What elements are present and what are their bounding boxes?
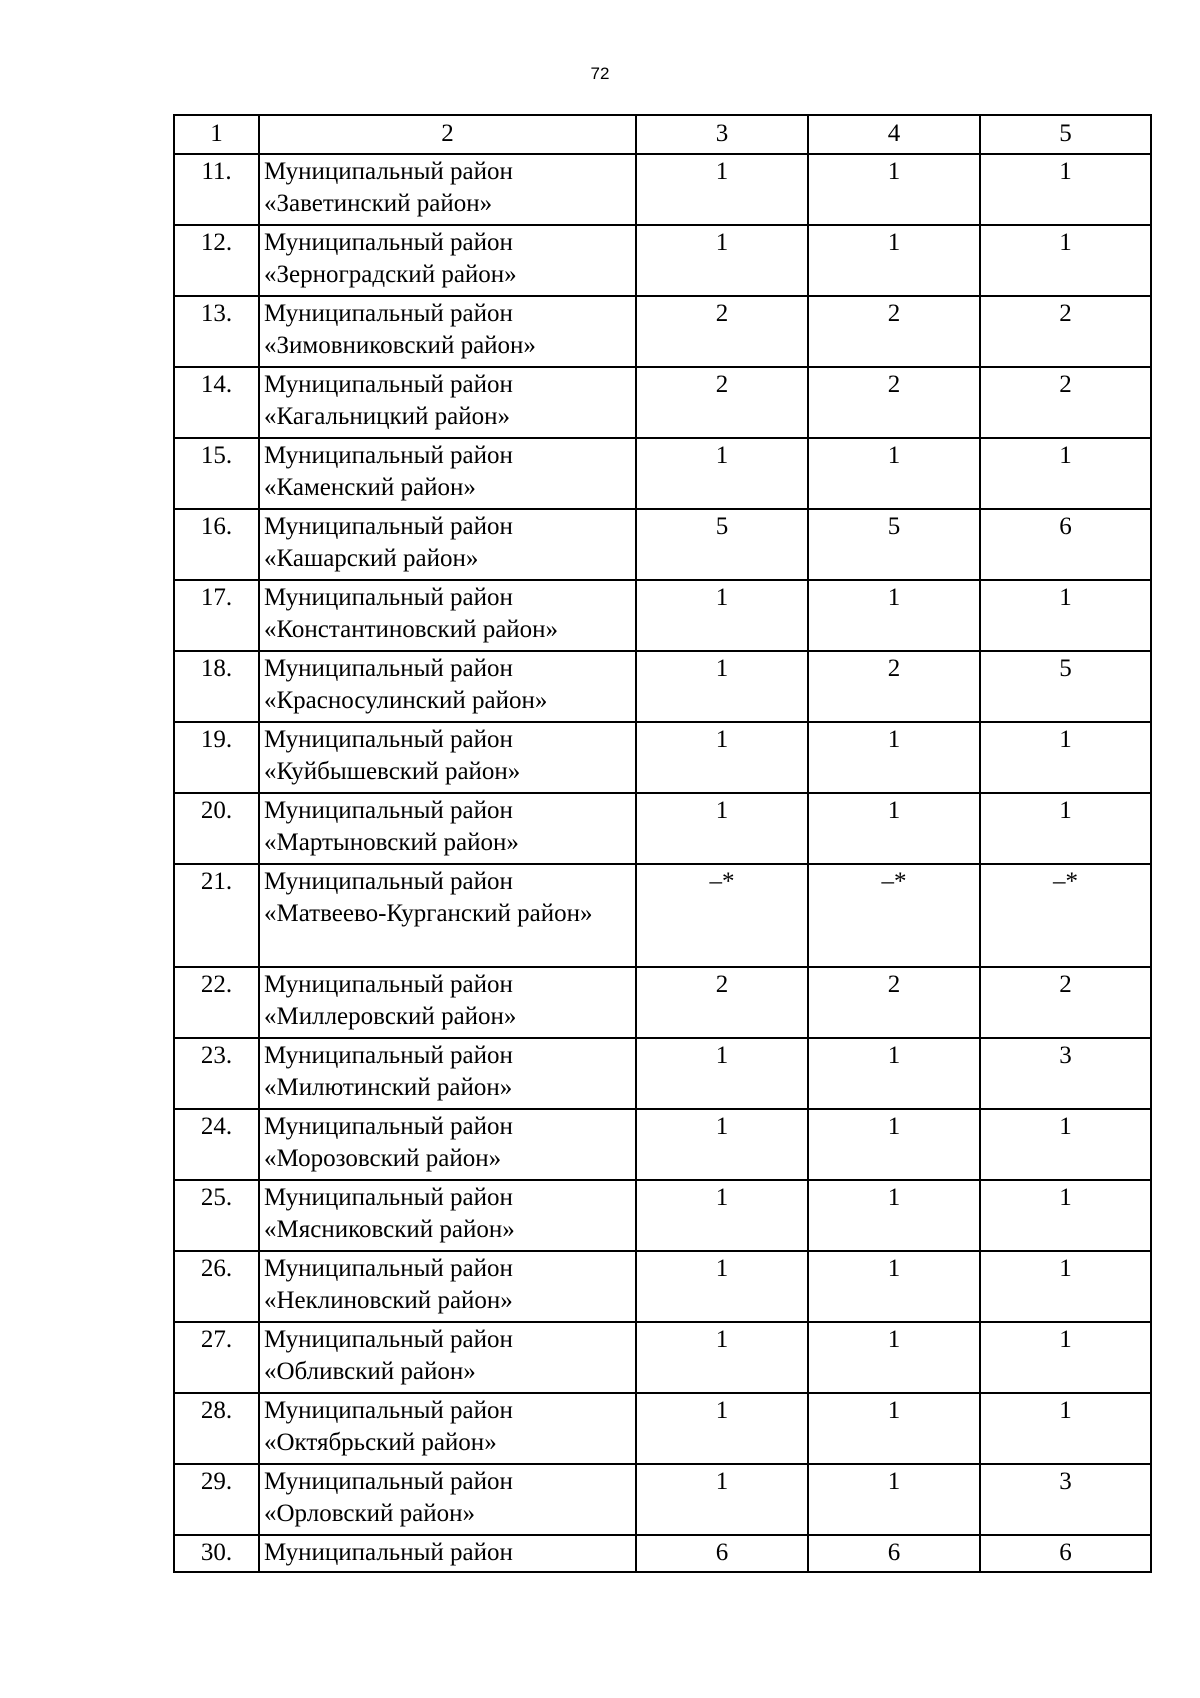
row-number: 15. — [174, 438, 259, 509]
district-name: Муниципальный район «Зимовниковский район» — [259, 296, 636, 367]
value-col3: 1 — [636, 154, 808, 225]
value-col5: 3 — [980, 1038, 1151, 1109]
value-col5: 1 — [980, 438, 1151, 509]
table-row — [174, 1535, 1151, 1572]
row-number: 25. — [174, 1180, 259, 1251]
table-row — [174, 651, 1151, 722]
district-name: Муниципальный район «Матвеево-Курганский район» — [259, 864, 636, 967]
value-col3: 6 — [636, 1535, 808, 1572]
table-row — [174, 967, 1151, 1038]
row-number: 28. — [174, 1393, 259, 1464]
value-col3: 1 — [636, 1464, 808, 1535]
value-col5: 2 — [980, 967, 1151, 1038]
row-number: 30. — [174, 1535, 259, 1572]
table-row — [174, 1109, 1151, 1180]
value-col3: 1 — [636, 580, 808, 651]
value-col5: 1 — [980, 1251, 1151, 1322]
district-name: Муниципальный район «Кашарский район» — [259, 509, 636, 580]
value-col4: 1 — [808, 438, 980, 509]
value-col3: 1 — [636, 722, 808, 793]
value-col5: 2 — [980, 367, 1151, 438]
value-col5: 1 — [980, 154, 1151, 225]
value-col5: 3 — [980, 1464, 1151, 1535]
value-col3: 1 — [636, 225, 808, 296]
table-row — [174, 722, 1151, 793]
table-row — [174, 1464, 1151, 1535]
value-col4: 1 — [808, 580, 980, 651]
row-number: 19. — [174, 722, 259, 793]
value-col3: 1 — [636, 1251, 808, 1322]
value-col4: 1 — [808, 1038, 980, 1109]
row-number: 24. — [174, 1109, 259, 1180]
value-col3: 5 — [636, 509, 808, 580]
value-col5: 1 — [980, 1393, 1151, 1464]
value-col4: 1 — [808, 225, 980, 296]
row-number: 18. — [174, 651, 259, 722]
table-row — [174, 438, 1151, 509]
table-row — [174, 864, 1151, 967]
row-number: 14. — [174, 367, 259, 438]
district-name: Муниципальный район «Константиновский район» — [259, 580, 636, 651]
value-col3: 2 — [636, 967, 808, 1038]
value-col3: 1 — [636, 1180, 808, 1251]
row-number: 23. — [174, 1038, 259, 1109]
header-cell: 4 — [808, 115, 980, 154]
value-col4: 1 — [808, 1464, 980, 1535]
header-cell: 1 — [174, 115, 259, 154]
district-name: Муниципальный район «Каменский район» — [259, 438, 636, 509]
district-name: Муниципальный район «Куйбышевский район» — [259, 722, 636, 793]
value-col5: 6 — [980, 509, 1151, 580]
value-col4: 1 — [808, 1251, 980, 1322]
value-col5: 5 — [980, 651, 1151, 722]
value-col3: 1 — [636, 651, 808, 722]
district-name: Муниципальный район «Кагальницкий район» — [259, 367, 636, 438]
value-col4: 1 — [808, 154, 980, 225]
row-number: 26. — [174, 1251, 259, 1322]
value-col3: 1 — [636, 1393, 808, 1464]
table-row — [174, 1038, 1151, 1109]
table-row — [174, 296, 1151, 367]
header-cell: 2 — [259, 115, 636, 154]
row-number: 16. — [174, 509, 259, 580]
data-table — [173, 114, 1152, 1573]
value-col5: 1 — [980, 1180, 1151, 1251]
value-col5: 6 — [980, 1535, 1151, 1572]
value-col5: 2 — [980, 296, 1151, 367]
district-name: Муниципальный район «Обливский район» — [259, 1322, 636, 1393]
district-name: Муниципальный район «Миллеровский район» — [259, 967, 636, 1038]
page-number: 72 — [590, 64, 610, 83]
value-col4: 5 — [808, 509, 980, 580]
table-row — [174, 793, 1151, 864]
table-row — [174, 1251, 1151, 1322]
value-col3: 1 — [636, 438, 808, 509]
value-col3: 1 — [636, 793, 808, 864]
row-number: 27. — [174, 1322, 259, 1393]
value-col5: 1 — [980, 1322, 1151, 1393]
district-name: Муниципальный район «Морозовский район» — [259, 1109, 636, 1180]
value-col3: 1 — [636, 1038, 808, 1109]
value-col4: 1 — [808, 1393, 980, 1464]
table-header-row — [174, 115, 1151, 154]
value-col3: 1 — [636, 1322, 808, 1393]
table-row — [174, 1180, 1151, 1251]
row-number: 20. — [174, 793, 259, 864]
value-col3: 2 — [636, 296, 808, 367]
row-number: 29. — [174, 1464, 259, 1535]
district-name: Муниципальный район «Красносулинский район» — [259, 651, 636, 722]
value-col4: 2 — [808, 651, 980, 722]
value-col4: 1 — [808, 1322, 980, 1393]
district-name: Муниципальный район «Орловский район» — [259, 1464, 636, 1535]
table-row — [174, 225, 1151, 296]
value-col5: 1 — [980, 722, 1151, 793]
value-col3: 2 — [636, 367, 808, 438]
table-row — [174, 367, 1151, 438]
table-row — [174, 1393, 1151, 1464]
value-col5: 1 — [980, 1109, 1151, 1180]
district-name: Муниципальный район «Мартыновский район» — [259, 793, 636, 864]
row-number: 22. — [174, 967, 259, 1038]
value-col3: –* — [636, 864, 808, 967]
district-name: Муниципальный район «Неклиновский район» — [259, 1251, 636, 1322]
row-number: 13. — [174, 296, 259, 367]
value-col4: 2 — [808, 967, 980, 1038]
district-name: Муниципальный район — [259, 1535, 636, 1572]
district-name: Муниципальный район «Мясниковский район» — [259, 1180, 636, 1251]
value-col3: 1 — [636, 1109, 808, 1180]
row-number: 21. — [174, 864, 259, 967]
district-name: Муниципальный район «Милютинский район» — [259, 1038, 636, 1109]
value-col4: 1 — [808, 722, 980, 793]
value-col4: 1 — [808, 793, 980, 864]
value-col4: 6 — [808, 1535, 980, 1572]
value-col4: 1 — [808, 1180, 980, 1251]
table-row — [174, 1322, 1151, 1393]
value-col4: 1 — [808, 1109, 980, 1180]
table-row — [174, 154, 1151, 225]
header-cell: 3 — [636, 115, 808, 154]
value-col5: 1 — [980, 793, 1151, 864]
row-number: 12. — [174, 225, 259, 296]
district-name: Муниципальный район «Заветинский район» — [259, 154, 636, 225]
value-col5: 1 — [980, 580, 1151, 651]
row-number: 11. — [174, 154, 259, 225]
value-col5: –* — [980, 864, 1151, 967]
district-name: Муниципальный район «Октябрьский район» — [259, 1393, 636, 1464]
value-col4: –* — [808, 864, 980, 967]
table-row — [174, 509, 1151, 580]
district-name: Муниципальный район «Зерноградский район» — [259, 225, 636, 296]
row-number: 17. — [174, 580, 259, 651]
header-cell: 5 — [980, 115, 1151, 154]
value-col4: 2 — [808, 296, 980, 367]
value-col5: 1 — [980, 225, 1151, 296]
value-col4: 2 — [808, 367, 980, 438]
table-row — [174, 580, 1151, 651]
